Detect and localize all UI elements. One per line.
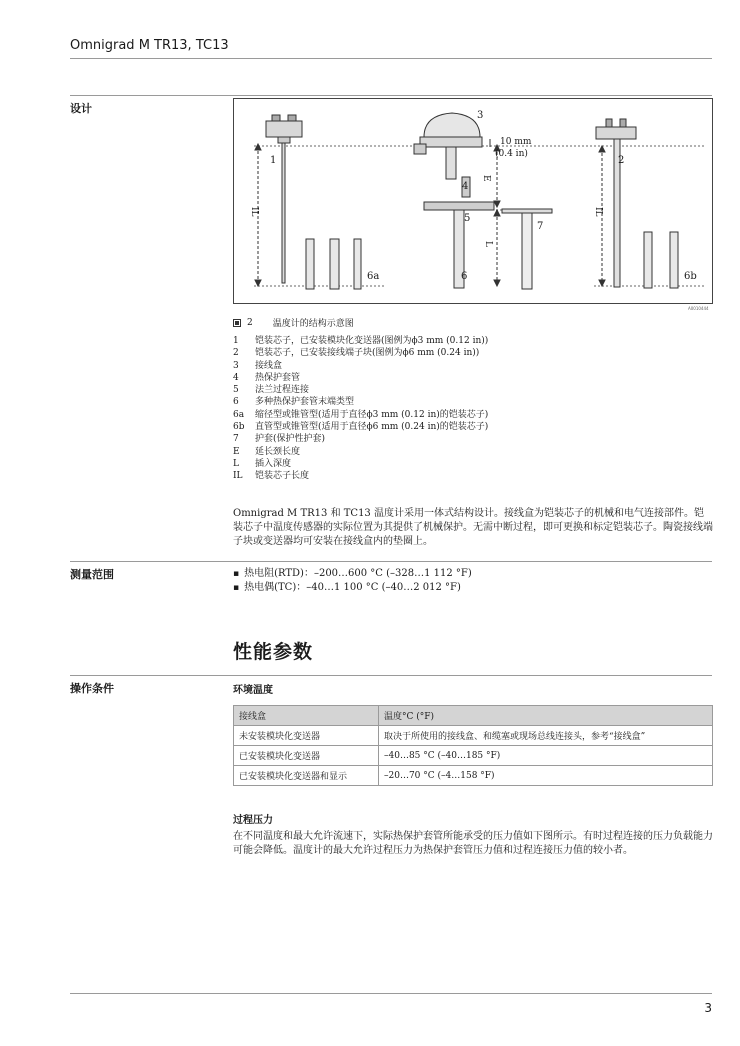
table-header-row (234, 706, 713, 726)
ambient-table (233, 705, 713, 786)
callout-il-right: IL (593, 207, 603, 217)
page-number: 3 (704, 1001, 712, 1015)
callout-3: 3 (477, 110, 484, 121)
legend-item: 6b 直管型或锥管型(适用于直径ϕ6 mm (0.24 in)的铠装芯子) (233, 422, 489, 433)
callout-e: E (481, 175, 491, 182)
header-rule (70, 58, 712, 59)
callout-il-left: IL (249, 207, 259, 217)
table-cell: 未安装模块化变送器 (234, 726, 379, 746)
figure-caption (233, 316, 354, 329)
legend-item: 6 多种热保护套管末端类型 (233, 397, 355, 408)
table-row (234, 746, 713, 766)
legend-item: L 插入深度 (233, 458, 292, 469)
legend-item: 7 护套(保护性护套) (233, 434, 326, 445)
range-list (233, 567, 472, 595)
tip-6a-graphic (306, 239, 361, 289)
ambient-heading: 环境温度 (233, 685, 273, 696)
callout-6b: 6b (684, 271, 697, 282)
callout-7: 7 (537, 221, 544, 232)
table-header-cell: 温度°C (°F) (379, 706, 713, 726)
callout-1: 1 (270, 155, 277, 166)
legend-item: 4 热保护套管 (233, 372, 301, 383)
callout-6a: 6a (367, 271, 380, 282)
pressure-paragraph: 在不同温度和最大允许流速下，实际热保护套管所能承受的压力值如下图所示。有时过程连接的压力负载能力可能会降低。温度计的最大允许过程压力为热保护套管压力值和过程连接压力值的较小者。 (233, 831, 713, 856)
legend-item: 5 法兰过程连接 (233, 385, 310, 396)
range-item-rtd: ▪ 热电阻(RTD)：–200…600 °C (–328…1 112 °F) (233, 567, 472, 581)
sheath-7-graphic (502, 209, 552, 289)
footer-rule (70, 993, 712, 994)
dimension-label-inch: (0.4 in) (495, 149, 528, 159)
callout-5: 5 (464, 213, 471, 224)
callout-6: 6 (461, 271, 468, 282)
thermometer-figure (233, 98, 713, 304)
section-rule (70, 95, 712, 96)
legend-item: 2 铠装芯子，已安装接线端子块(图例为ϕ6 mm (0.24 in)) (233, 348, 480, 359)
legend-item: 1 铠装芯子，已安装模块化变送器(图例为ϕ3 mm (0.12 in)) (233, 336, 489, 346)
table-cell: 已安装模块化变送器 (234, 746, 379, 766)
section-rule (70, 561, 712, 562)
figure-caption-text: 温度计的结构示意图 (272, 319, 354, 329)
document-title: Omnigrad M TR13, TC13 (70, 38, 229, 53)
dimension-label: 10 mm (500, 137, 532, 147)
insert-1-graphic (266, 115, 302, 283)
section-label-design: 设计 (70, 102, 92, 115)
legend-item: IL 铠装芯子长度 (233, 471, 310, 482)
range-item-tc: ▪ 热电偶(TC)：–40…1 100 °C (–40…2 012 °F) (233, 581, 472, 595)
figure-legend (233, 335, 488, 483)
callout-l: L (483, 241, 493, 247)
legend-item: 6a 缩径型或锥管型(适用于直径ϕ3 mm (0.12 in)的铠装芯子) (233, 409, 489, 420)
performance-heading: 性能参数 (233, 641, 314, 663)
callout-2: 2 (618, 155, 625, 166)
callout-4: 4 (462, 181, 469, 192)
tip-6b-graphic (644, 232, 678, 288)
figure-code: A0010444 (688, 306, 709, 311)
figure-caption-number: 2 (247, 317, 253, 328)
thermometer-center-graphic (414, 113, 494, 288)
section-rule (70, 675, 712, 676)
table-row (234, 726, 713, 746)
legend-item: E 延长颈长度 (233, 446, 301, 457)
section-label-range: 测量范围 (70, 568, 114, 581)
table-cell: 取决于所使用的接线盒、和缆塞或现场总线连接头，参考“接线盒” (379, 726, 713, 746)
section-label-operating: 操作条件 (70, 682, 114, 695)
table-cell: –40…85 °C (–40…185 °F) (379, 746, 713, 766)
legend-item: 3 接线盒 (233, 360, 283, 371)
table-row (234, 766, 713, 786)
table-cell: 已安装模块化变送器和显示 (234, 766, 379, 786)
table-cell: –20…70 °C (–4…158 °F) (379, 766, 713, 786)
table-header-cell: 接线盒 (234, 706, 379, 726)
pressure-heading: 过程压力 (233, 815, 273, 826)
figure-icon (233, 319, 241, 327)
design-paragraph: Omnigrad M TR13 和 TC13 温度计采用一体式结构设计。接线盒为铠装芯子的机械和电气连接部件。铠装芯子中温度传感器的实际位置为其提供了机械保护。无需中断过程，即可更换和标定铠装芯子。陶瓷接线端子块或变送器均可安装在接线盒内的垫圈上。 (233, 508, 713, 547)
